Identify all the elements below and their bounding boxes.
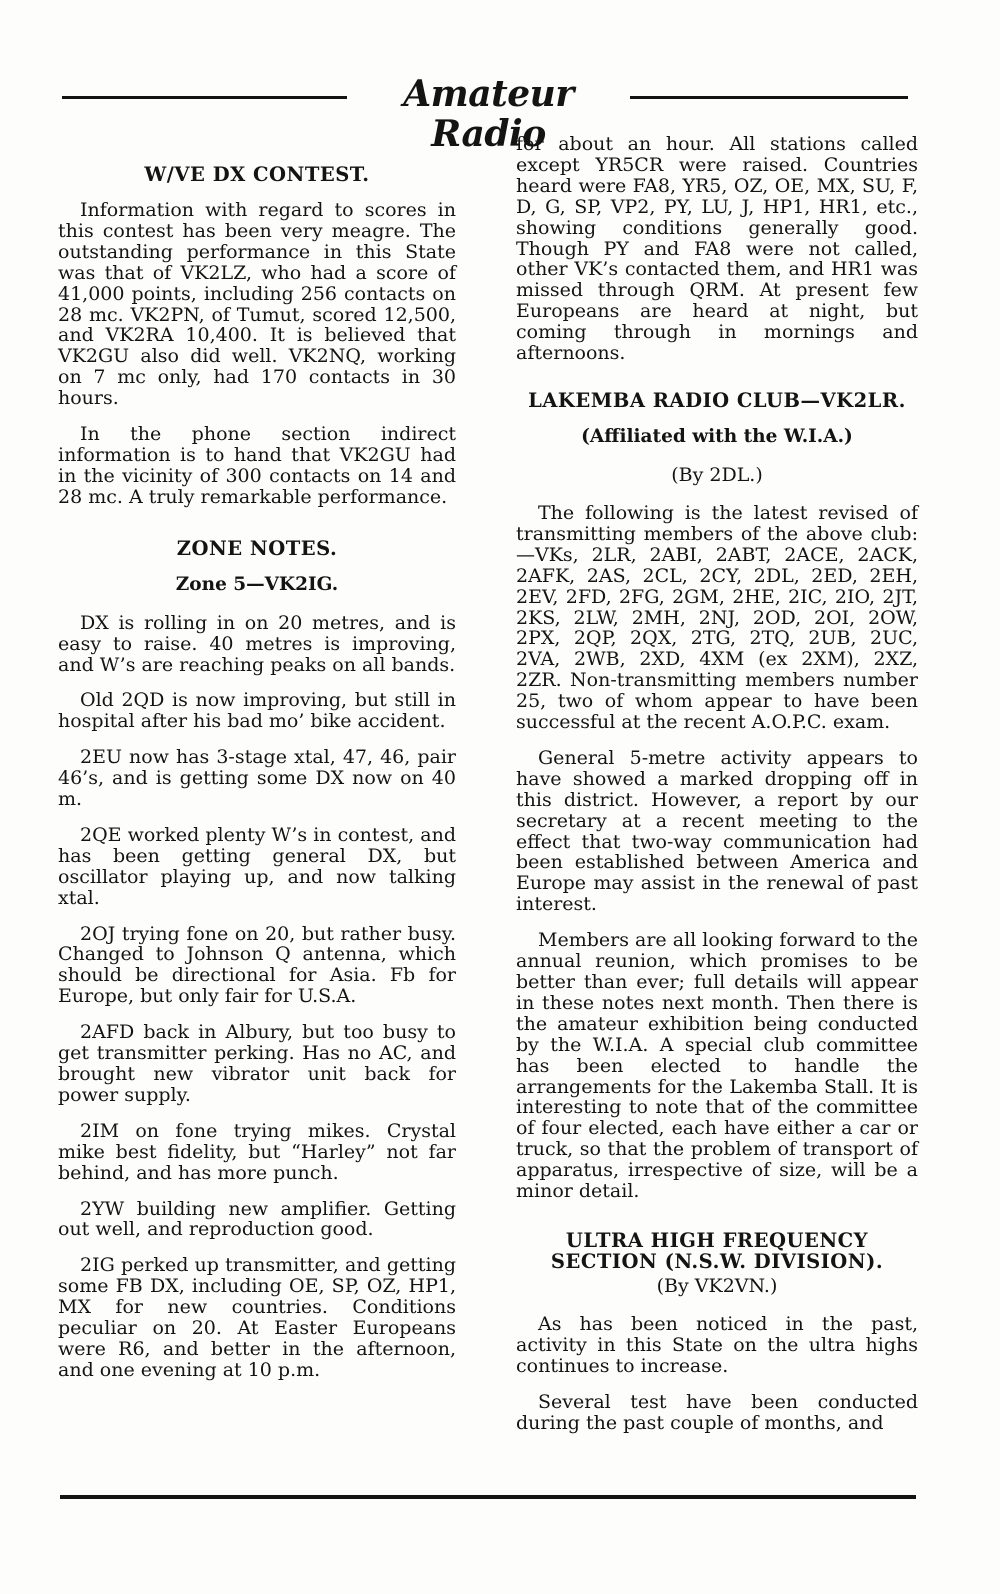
- zone-notes-paragraph: 2IM on fone trying mikes. Crystal mike best fidelity, but “Harley” not far behind, and has more punch.: [58, 1119, 456, 1184]
- footer-rule: [60, 1495, 916, 1499]
- masthead: [62, 70, 908, 155]
- masthead-rule-right: [630, 96, 908, 99]
- wve-contest-paragraph: In the phone section indirect information is to hand that VK2GU had in the vicinity of 300 contacts on 14 and 28 mc. A truly remarkable performance.: [58, 423, 456, 508]
- lakemba-paragraph: The following is the latest revised of transmitting members of the above club:—VKs, 2LR, 2ABI, 2ABT, 2ACE, 2ACK, 2AFK, 2AS, 2CL, 2CY, 2DL, 2ED, 2EH, 2EV, 2FD, 2FG, 2GM, 2HE, 2IC, 2IO, 2JT, 2KS, 2LW, 2MH, 2NJ, 2OD, 2OI, 2OW, 2PX, 2QP, 2QX, 2TG, 2TQ, 2UB, 2UC, 2VA, 2WB, 2XD, 4XM (ex 2XM), 2XZ, 2ZR. Non-transmitting members number 25, two of whom appear to have been successful at the recent A.O.P.C. exam.: [516, 501, 918, 734]
- right-column: [516, 134, 918, 1449]
- masthead-title: Amateur Radio: [403, 73, 574, 155]
- zone-notes-paragraph: 2EU now has 3-stage xtal, 47, 46, pair 46’s, and is getting some DX now on 40 m.: [58, 746, 456, 811]
- uhf-byline: (By VK2VN.): [656, 1274, 778, 1297]
- wve-contest-paragraph: Information with regard to scores in this contest has been very meagre. The outstanding performance in this State was that of VK2LZ, who had a score of 41,000 points, including 256 contacts on 28 mc. VK2PN, of Tumut, scored 12,500, and VK2RA 10,400. It is believed that VK2GU also did well. VK2NQ, working on 7 mc only, had 170 contacts in 30 hours.: [58, 199, 456, 410]
- zone-notes-paragraph: Old 2QD is now improving, but still in hospital after his bad mo’ bike accident.: [58, 689, 456, 733]
- zone-notes-paragraph: 2AFD back in Albury, but too busy to get transmitter perking. Has no AC, and brought new vibrator unit back for power supply.: [58, 1021, 456, 1106]
- zone-notes-paragraph: 2IG perked up transmitter, and getting some FB DX, including OE, SP, OZ, HP1, MX for new countries. Conditions peculiar on 20. At Easter Europeans were R6, and better in the afternoon, and one evening at 10 p.m.: [58, 1254, 456, 1381]
- uhf-paragraph: Several test have been conducted during the past couple of months, and: [516, 1390, 918, 1434]
- left-column: [58, 134, 456, 1396]
- masthead-rule-left: [62, 96, 347, 99]
- lakemba-paragraph: General 5-metre activity appears to have showed a marked dropping off in this district. However, a report by our secretary at a recent meeting to the effect that two-way communication had been established between America and Europe may assist in the renewal of past interest.: [516, 746, 918, 916]
- zone-notes-paragraph: 2YW building new amplifier. Getting out well, and reproduction good.: [58, 1197, 456, 1241]
- zone-notes-heading: ZONE NOTES.: [176, 536, 338, 560]
- zone-notes-subheading: Zone 5—VK2IG.: [175, 573, 339, 595]
- lakemba-paragraph: Members are all looking forward to the annual reunion, which promises to be better than ever; full details will appear in these notes next month. Then there is the amateur exhibition being conducted by the W.I.A. A special club committee has been elected to handle the arrangements for the Lakemba Stall. It is interesting to note that of the committee of four elected, each have either a car or truck, so that the problem of transport of apparatus, irrespective of size, will be a minor detail.: [516, 929, 918, 1203]
- uhf-paragraph: As has been noticed in the past, activity in this State on the ultra highs continues to increase.: [516, 1312, 918, 1377]
- wve-contest-heading: W/VE DX CONTEST.: [144, 163, 370, 186]
- lakemba-affiliation: (Affiliated with the W.I.A.): [581, 425, 853, 447]
- zone-notes-paragraph: 2QE worked plenty W’s in contest, and has been getting general DX, but oscillator playing up, and now talking xtal.: [58, 823, 456, 909]
- zone-notes-paragraph: 2OJ trying fone on 20, but rather busy. Changed to Johnson Q antenna, which should be directional for Asia. Fb for Europe, but only fair for U.S.A.: [58, 922, 456, 1008]
- lakemba-heading: LAKEMBA RADIO CLUB—VK2LR.: [528, 388, 906, 412]
- zone-notes-paragraph: DX is rolling in on 20 metres, and is easy to raise. 40 metres is improving, and W’s are reaching peaks on all bands.: [58, 611, 456, 676]
- continued-paragraph: for about an hour. All stations called except YR5CR were raised. Countries heard were FA8, YR5, OZ, OE, MX, SU, F, D, G, SP, VP2, PY, LU, J, HP1, HR1, etc., showing conditions generally good. Though PY and FA8 were not called, other VK’s contacted them, and HR1 was missed through QRM. At present few Europeans are heard at night, but coming through in mornings and afternoons.: [516, 133, 918, 365]
- lakemba-byline: (By 2DL.): [671, 463, 763, 486]
- uhf-heading: ULTRA HIGH FREQUENCY SECTION (N.S.W. DIVISION).: [550, 1228, 884, 1273]
